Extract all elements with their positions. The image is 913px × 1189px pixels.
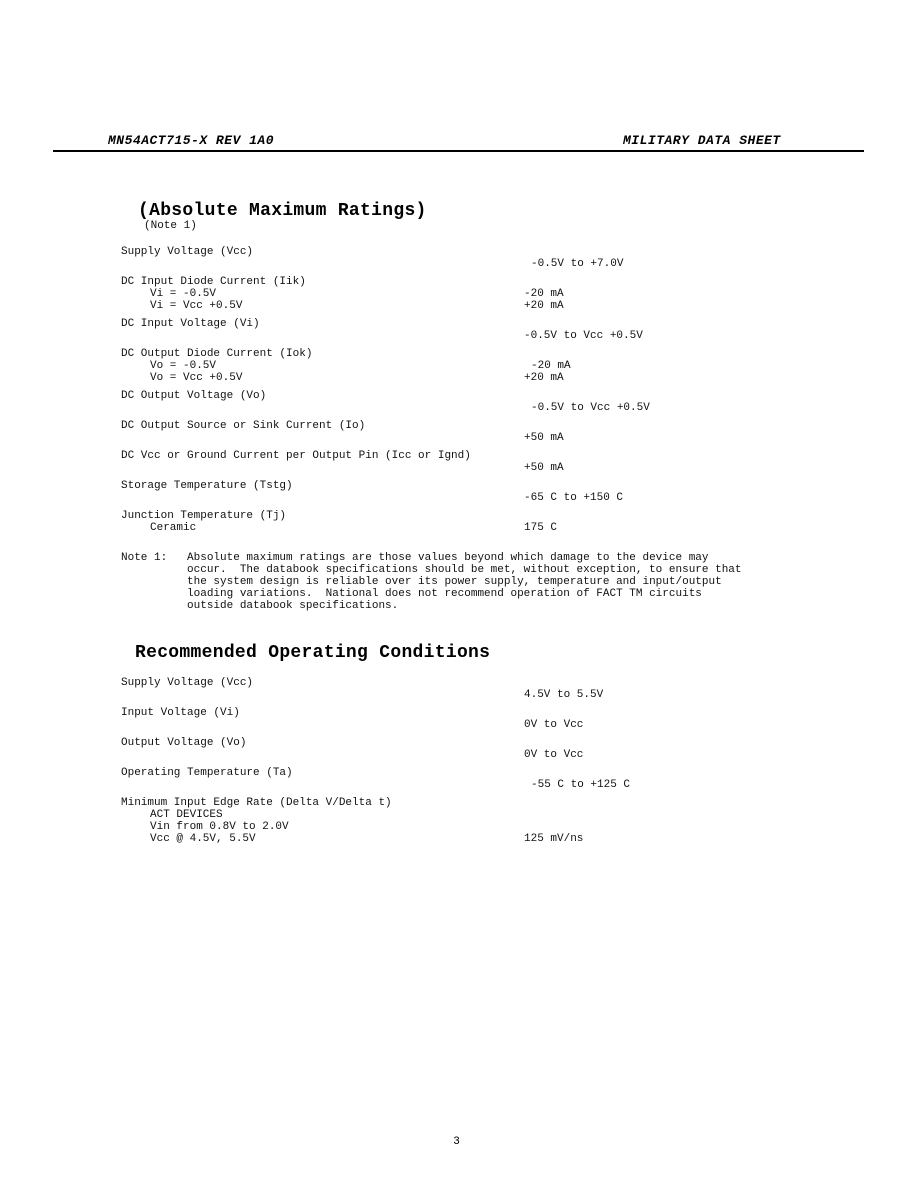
param-condition: Vin from 0.8V to 2.0V xyxy=(150,821,289,833)
param-value: 0V to Vcc xyxy=(524,749,584,761)
param-label: Operating Temperature (Ta) xyxy=(121,767,293,779)
param-condition: Vo = Vcc +0.5V xyxy=(150,372,243,384)
param-label: DC Vcc or Ground Current per Output Pin (Icc or Ignd) xyxy=(121,450,471,462)
param-condition: Ceramic xyxy=(150,522,197,534)
param-value: -0.5V to Vcc +0.5V xyxy=(524,330,643,342)
note-text: the system design is reliable over its power supply, temperature and input/output xyxy=(121,576,722,588)
note-text: outside databook specifications. xyxy=(121,600,399,612)
note-text: Note 1: Absolute maximum ratings are those values beyond which damage to the device may xyxy=(121,552,709,564)
param-label: Minimum Input Edge Rate (Delta V/Delta t) xyxy=(121,797,392,809)
param-value: -55 C to +125 C xyxy=(531,779,631,791)
rec-op-title: Recommended Operating Conditions xyxy=(135,643,491,663)
param-label: Supply Voltage (Vcc) xyxy=(121,677,254,689)
param-condition: Vi = -0.5V xyxy=(150,288,217,300)
param-value: -0.5V to Vcc +0.5V xyxy=(531,402,650,414)
param-value: +50 mA xyxy=(524,432,564,444)
param-value: 0V to Vcc xyxy=(524,719,584,731)
abs-max-title: (Absolute Maximum Ratings) xyxy=(138,201,427,221)
param-value: 4.5V to 5.5V xyxy=(524,689,604,701)
param-label: DC Output Source or Sink Current (Io) xyxy=(121,420,366,432)
param-value: 175 C xyxy=(524,522,558,534)
page-number: 3 xyxy=(453,1135,460,1147)
param-label: Output Voltage (Vo) xyxy=(121,737,247,749)
param-label: Input Voltage (Vi) xyxy=(121,707,240,719)
param-value: 125 mV/ns xyxy=(524,833,584,845)
param-condition: ACT DEVICES xyxy=(150,809,223,821)
param-value: +50 mA xyxy=(524,462,564,474)
note-text: loading variations. National does not recommend operation of FACT TM circuits xyxy=(121,588,702,600)
param-condition: Vi = Vcc +0.5V xyxy=(150,300,243,312)
param-value: +20 mA xyxy=(524,372,564,384)
param-condition: Vcc @ 4.5V, 5.5V xyxy=(150,833,256,845)
param-label: DC Output Diode Current (Iok) xyxy=(121,348,313,360)
param-label: Junction Temperature (Tj) xyxy=(121,510,287,522)
doc-type: MILITARY DATA SHEET xyxy=(623,133,781,148)
param-label: DC Input Diode Current (Iik) xyxy=(121,276,306,288)
param-value: -0.5V to +7.0V xyxy=(531,258,624,270)
doc-id: MN54ACT715-X REV 1A0 xyxy=(108,133,275,148)
param-value: +20 mA xyxy=(524,300,564,312)
param-value: -20 mA xyxy=(531,360,571,372)
param-condition: Vo = -0.5V xyxy=(150,360,217,372)
param-value: -20 mA xyxy=(524,288,564,300)
param-label: Supply Voltage (Vcc) xyxy=(121,246,254,258)
param-label: DC Input Voltage (Vi) xyxy=(121,318,260,330)
note-text: occur. The databook specifications should be met, without exception, to ensure that xyxy=(121,564,742,576)
header-rule xyxy=(53,150,864,152)
abs-note-ref: (Note 1) xyxy=(144,220,197,232)
param-label: Storage Temperature (Tstg) xyxy=(121,480,293,492)
param-value: -65 C to +150 C xyxy=(524,492,624,504)
param-label: DC Output Voltage (Vo) xyxy=(121,390,267,402)
